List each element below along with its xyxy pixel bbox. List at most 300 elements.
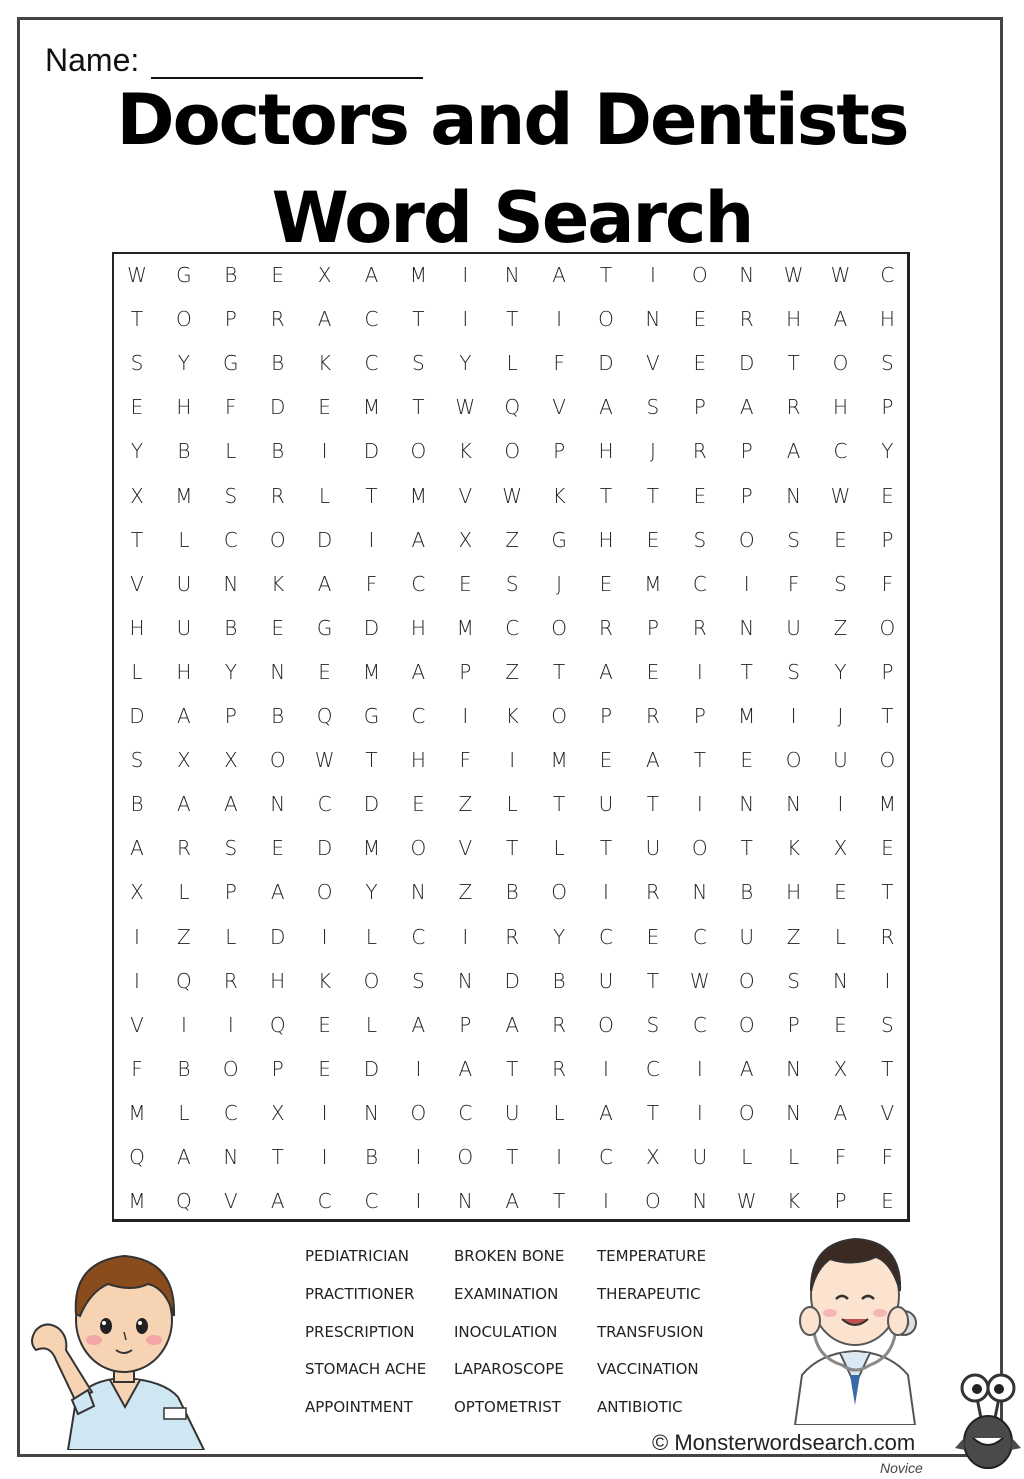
grid-letter[interactable]: M xyxy=(128,1189,146,1214)
grid-letter[interactable]: Q xyxy=(504,395,521,420)
grid-letter[interactable]: X xyxy=(223,748,238,773)
grid-letter[interactable]: S xyxy=(693,527,707,552)
grid-letter[interactable]: A xyxy=(270,1189,285,1214)
grid-letter[interactable]: Y xyxy=(552,924,566,949)
grid-letter[interactable]: I xyxy=(180,1012,187,1037)
grid-letter[interactable]: N xyxy=(364,1100,379,1125)
grid-letter[interactable]: M xyxy=(409,263,428,287)
grid-letter[interactable]: C xyxy=(692,1012,707,1037)
grid-letter[interactable]: C xyxy=(411,704,426,728)
grid-letter[interactable]: D xyxy=(269,924,286,949)
grid-letter[interactable]: E xyxy=(693,307,707,332)
grid-letter[interactable]: C xyxy=(317,792,332,817)
grid-letter[interactable]: L xyxy=(178,880,190,905)
grid-letter[interactable]: O xyxy=(410,1100,427,1125)
grid-letter[interactable]: O xyxy=(410,836,427,861)
grid-letter[interactable]: B xyxy=(364,1145,379,1169)
grid-letter[interactable]: T xyxy=(365,748,378,773)
grid-letter[interactable]: E xyxy=(834,880,847,905)
grid-letter[interactable]: I xyxy=(321,1100,328,1125)
grid-letter[interactable]: K xyxy=(271,571,285,596)
grid-letter[interactable]: H xyxy=(176,659,192,684)
grid-letter[interactable]: A xyxy=(130,836,144,861)
grid-letter[interactable]: F xyxy=(225,395,237,420)
grid-letter[interactable]: O xyxy=(879,748,896,773)
grid-letter[interactable]: E xyxy=(599,748,613,773)
grid-letter[interactable]: C xyxy=(645,1056,660,1081)
grid-letter[interactable]: N xyxy=(457,968,473,993)
grid-letter[interactable]: M xyxy=(644,571,662,596)
grid-letter[interactable]: B xyxy=(177,439,191,464)
grid-letter[interactable]: K xyxy=(552,483,566,508)
grid-letter[interactable]: G xyxy=(223,351,239,376)
grid-letter[interactable]: H xyxy=(410,615,426,640)
grid-letter[interactable]: M xyxy=(738,704,756,728)
grid-letter[interactable]: N xyxy=(457,1189,473,1214)
grid-letter[interactable]: K xyxy=(505,704,519,728)
grid-letter[interactable]: L xyxy=(834,924,847,949)
grid-letter[interactable]: K xyxy=(787,836,801,861)
grid-letter[interactable]: M xyxy=(456,615,474,640)
grid-letter[interactable]: Y xyxy=(224,659,237,684)
grid-letter[interactable]: E xyxy=(834,527,847,552)
grid-letter[interactable]: D xyxy=(504,968,520,993)
grid-letter[interactable]: A xyxy=(833,1100,848,1125)
grid-letter[interactable]: P xyxy=(693,395,706,420)
grid-letter[interactable]: A xyxy=(458,1056,473,1081)
grid-letter[interactable]: X xyxy=(458,527,473,552)
grid-letter[interactable]: Z xyxy=(786,924,801,949)
grid-letter[interactable]: C xyxy=(692,924,707,949)
grid-letter[interactable]: R xyxy=(270,483,285,508)
grid-letter[interactable]: H xyxy=(598,439,614,464)
grid-letter[interactable]: G xyxy=(363,704,380,728)
grid-letter[interactable]: X xyxy=(833,1056,848,1081)
grid-letter[interactable]: Z xyxy=(458,792,473,817)
grid-letter[interactable]: T xyxy=(646,968,659,993)
grid-letter[interactable]: E xyxy=(881,1189,894,1214)
grid-letter[interactable]: N xyxy=(739,615,755,640)
grid-letter[interactable]: N xyxy=(270,792,286,817)
grid-letter[interactable]: H xyxy=(786,880,802,905)
grid-letter[interactable]: C xyxy=(599,924,613,949)
grid-letter[interactable]: J xyxy=(556,571,563,596)
grid-letter[interactable]: O xyxy=(316,880,333,905)
grid-letter[interactable]: A xyxy=(646,748,660,773)
grid-letter[interactable]: T xyxy=(365,483,378,508)
grid-letter[interactable]: F xyxy=(459,748,472,773)
grid-letter[interactable]: Y xyxy=(365,880,378,905)
grid-letter[interactable]: L xyxy=(553,836,565,861)
grid-letter[interactable]: S xyxy=(412,968,425,993)
grid-letter[interactable]: A xyxy=(411,659,426,684)
grid-letter[interactable]: D xyxy=(598,351,614,376)
grid-letter[interactable]: I xyxy=(415,1056,422,1081)
grid-letter[interactable]: S xyxy=(787,968,800,993)
grid-letter[interactable]: M xyxy=(175,483,193,508)
grid-letter[interactable]: B xyxy=(224,615,238,640)
grid-letter[interactable]: O xyxy=(738,1100,755,1125)
grid-letter[interactable]: C xyxy=(364,351,379,376)
grid-letter[interactable]: R xyxy=(692,439,707,464)
grid-letter[interactable]: Y xyxy=(834,659,847,684)
grid-letter[interactable]: U xyxy=(176,615,192,640)
grid-letter[interactable]: G xyxy=(551,527,567,552)
grid-letter[interactable]: W xyxy=(689,968,710,993)
grid-letter[interactable]: A xyxy=(505,1012,520,1037)
grid-letter[interactable]: N xyxy=(739,792,755,817)
grid-letter[interactable]: N xyxy=(739,263,755,287)
grid-letter[interactable]: I xyxy=(321,1145,328,1169)
grid-letter[interactable]: B xyxy=(505,880,519,905)
grid-letter[interactable]: L xyxy=(741,1145,753,1169)
grid-letter[interactable]: Z xyxy=(833,615,848,640)
grid-letter[interactable]: F xyxy=(553,351,565,376)
grid-letter[interactable]: V xyxy=(458,483,473,508)
grid-letter[interactable]: A xyxy=(177,1145,191,1169)
grid-letter[interactable]: N xyxy=(504,263,520,287)
grid-letter[interactable]: H xyxy=(598,527,614,552)
grid-letter[interactable]: A xyxy=(411,527,426,552)
grid-letter[interactable]: Z xyxy=(505,527,520,552)
grid-letter[interactable]: R xyxy=(599,615,613,640)
grid-letter[interactable]: T xyxy=(599,483,613,508)
grid-letter[interactable]: S xyxy=(787,527,800,552)
grid-letter[interactable]: P xyxy=(881,659,894,684)
grid-letter[interactable]: I xyxy=(134,968,140,993)
grid-letter[interactable]: T xyxy=(599,263,613,287)
grid-letter[interactable]: Q xyxy=(176,1189,192,1214)
grid-letter[interactable]: E xyxy=(318,659,331,684)
grid-letter[interactable]: V xyxy=(130,1012,144,1037)
grid-letter[interactable]: E xyxy=(693,351,707,376)
grid-letter[interactable]: I xyxy=(696,1056,703,1081)
grid-letter[interactable]: T xyxy=(787,351,800,376)
grid-letter[interactable]: O xyxy=(785,748,802,773)
grid-letter[interactable]: L xyxy=(225,924,237,949)
grid-letter[interactable]: I xyxy=(603,880,609,905)
grid-letter[interactable]: V xyxy=(552,395,566,420)
grid-letter[interactable]: D xyxy=(363,792,380,817)
grid-letter[interactable]: A xyxy=(833,307,848,332)
grid-letter[interactable]: F xyxy=(881,1145,894,1169)
grid-letter[interactable]: P xyxy=(881,527,894,552)
grid-letter[interactable]: E xyxy=(458,571,472,596)
grid-letter[interactable]: U xyxy=(739,924,754,949)
grid-letter[interactable]: E xyxy=(881,483,894,508)
grid-letter[interactable]: L xyxy=(131,659,143,684)
grid-letter[interactable]: O xyxy=(269,748,286,773)
grid-letter[interactable]: X xyxy=(130,880,144,905)
grid-letter[interactable]: R xyxy=(270,307,285,332)
grid-letter[interactable]: O xyxy=(738,968,755,993)
grid-letter[interactable]: S xyxy=(130,351,144,376)
grid-letter[interactable]: W xyxy=(830,263,851,287)
grid-letter[interactable]: E xyxy=(740,748,753,773)
grid-letter[interactable]: O xyxy=(504,439,521,464)
grid-letter[interactable]: H xyxy=(786,307,802,332)
grid-letter[interactable]: R xyxy=(176,836,191,861)
name-blank-line[interactable] xyxy=(151,45,423,79)
grid-letter[interactable]: O xyxy=(691,836,708,861)
grid-letter[interactable]: Q xyxy=(269,1012,286,1037)
grid-letter[interactable]: O xyxy=(457,1145,474,1169)
grid-letter[interactable]: R xyxy=(505,924,520,949)
grid-letter[interactable]: I xyxy=(696,659,703,684)
grid-letter[interactable]: I xyxy=(556,1145,563,1169)
grid-letter[interactable]: C xyxy=(317,1189,332,1214)
grid-letter[interactable]: I xyxy=(134,924,140,949)
grid-letter[interactable]: F xyxy=(131,1056,143,1081)
grid-letter[interactable]: T xyxy=(506,1056,519,1081)
grid-letter[interactable]: Y xyxy=(130,439,144,464)
grid-letter[interactable]: X xyxy=(317,263,332,287)
grid-letter[interactable]: T xyxy=(412,395,425,420)
grid-letter[interactable]: R xyxy=(223,968,238,993)
grid-letter[interactable]: R xyxy=(786,395,801,420)
grid-letter[interactable]: T xyxy=(506,1145,519,1169)
grid-letter[interactable]: W xyxy=(455,395,476,420)
grid-letter[interactable]: I xyxy=(509,748,516,773)
grid-letter[interactable]: I xyxy=(696,1100,703,1125)
grid-letter[interactable]: E xyxy=(318,395,331,420)
grid-letter[interactable]: S xyxy=(881,351,894,376)
grid-letter[interactable]: S xyxy=(646,1012,660,1037)
grid-letter[interactable]: A xyxy=(552,263,566,287)
grid-letter[interactable]: O xyxy=(832,351,849,376)
grid-letter[interactable]: O xyxy=(551,880,567,905)
grid-letter[interactable]: C xyxy=(364,307,379,332)
grid-letter[interactable]: W xyxy=(830,483,851,508)
grid-letter[interactable]: A xyxy=(739,1056,754,1081)
grid-letter[interactable]: O xyxy=(598,307,614,332)
grid-letter[interactable]: M xyxy=(362,395,381,420)
grid-letter[interactable]: H xyxy=(270,968,286,993)
grid-letter[interactable]: T xyxy=(552,1189,566,1214)
grid-letter[interactable]: P xyxy=(459,1012,472,1037)
grid-letter[interactable]: K xyxy=(318,351,332,376)
grid-letter[interactable]: R xyxy=(880,924,895,949)
grid-letter[interactable]: L xyxy=(365,1012,378,1037)
grid-letter[interactable]: E xyxy=(881,836,894,861)
grid-letter[interactable]: E xyxy=(646,527,660,552)
grid-letter[interactable]: G xyxy=(176,263,192,287)
grid-letter[interactable]: L xyxy=(788,1145,800,1169)
grid-letter[interactable]: C xyxy=(505,615,520,640)
grid-letter[interactable]: T xyxy=(130,307,144,332)
grid-letter[interactable]: B xyxy=(177,1056,191,1081)
grid-letter[interactable]: T xyxy=(740,836,753,861)
grid-letter[interactable]: T xyxy=(693,748,706,773)
grid-letter[interactable]: T xyxy=(552,792,566,817)
grid-letter[interactable]: C xyxy=(599,1145,613,1169)
grid-letter[interactable]: Q xyxy=(129,1145,145,1169)
grid-letter[interactable]: I xyxy=(415,1189,422,1214)
grid-letter[interactable]: R xyxy=(645,880,660,905)
grid-letter[interactable]: U xyxy=(833,748,848,773)
grid-letter[interactable]: S xyxy=(646,395,660,420)
grid-letter[interactable]: T xyxy=(646,792,659,817)
grid-letter[interactable]: S xyxy=(412,351,425,376)
grid-letter[interactable]: C xyxy=(364,1189,379,1214)
grid-letter[interactable]: W xyxy=(783,263,804,287)
grid-letter[interactable]: W xyxy=(502,483,523,508)
grid-letter[interactable]: L xyxy=(319,483,331,508)
grid-letter[interactable]: E xyxy=(693,483,707,508)
grid-letter[interactable]: A xyxy=(505,1189,520,1214)
grid-letter[interactable]: M xyxy=(362,836,381,861)
grid-letter[interactable]: D xyxy=(316,836,333,861)
grid-letter[interactable]: E xyxy=(646,924,660,949)
grid-letter[interactable]: T xyxy=(881,1056,894,1081)
grid-letter[interactable]: D xyxy=(363,439,380,464)
grid-letter[interactable]: N xyxy=(223,1145,239,1169)
grid-letter[interactable]: O xyxy=(551,704,567,728)
grid-letter[interactable]: J xyxy=(649,439,656,464)
grid-letter[interactable]: S xyxy=(787,659,800,684)
grid-letter[interactable]: I xyxy=(415,1145,422,1169)
grid-letter[interactable]: Q xyxy=(316,704,333,728)
grid-letter[interactable]: F xyxy=(365,571,378,596)
grid-letter[interactable]: V xyxy=(223,1189,238,1214)
grid-letter[interactable]: L xyxy=(225,439,237,464)
grid-letter[interactable]: P xyxy=(834,1189,847,1214)
grid-letter[interactable]: N xyxy=(645,307,661,332)
grid-letter[interactable]: H xyxy=(176,395,192,420)
grid-letter[interactable]: L xyxy=(506,792,518,817)
grid-letter[interactable]: N xyxy=(786,483,802,508)
grid-letter[interactable]: K xyxy=(458,439,472,464)
grid-letter[interactable]: A xyxy=(599,395,613,420)
grid-letter[interactable]: T xyxy=(506,307,519,332)
grid-letter[interactable]: L xyxy=(506,351,518,376)
grid-letter[interactable]: O xyxy=(176,307,192,332)
grid-letter[interactable]: O xyxy=(269,527,286,552)
grid-letter[interactable]: A xyxy=(317,307,332,332)
grid-letter[interactable]: O xyxy=(222,1056,239,1081)
grid-letter[interactable]: B xyxy=(740,880,754,905)
grid-letter[interactable]: A xyxy=(270,880,285,905)
grid-letter[interactable]: M xyxy=(128,1100,146,1125)
grid-letter[interactable]: K xyxy=(787,1189,801,1214)
grid-letter[interactable]: D xyxy=(363,1056,380,1081)
grid-letter[interactable]: V xyxy=(458,836,473,861)
grid-letter[interactable]: G xyxy=(316,615,333,640)
grid-letter[interactable]: I xyxy=(556,307,563,332)
grid-letter[interactable]: T xyxy=(881,704,894,728)
grid-letter[interactable]: B xyxy=(271,704,285,728)
grid-letter[interactable]: S xyxy=(505,571,519,596)
grid-letter[interactable]: I xyxy=(462,924,469,949)
grid-letter[interactable]: N xyxy=(223,571,239,596)
grid-letter[interactable]: L xyxy=(365,924,378,949)
grid-letter[interactable]: F xyxy=(834,1145,847,1169)
grid-letter[interactable]: S xyxy=(834,571,847,596)
grid-letter[interactable]: I xyxy=(321,439,328,464)
grid-letter[interactable]: C xyxy=(833,439,848,464)
grid-letter[interactable]: Z xyxy=(458,880,473,905)
grid-letter[interactable]: T xyxy=(740,659,753,684)
grid-letter[interactable]: I xyxy=(790,704,797,728)
grid-letter[interactable]: K xyxy=(318,968,332,993)
grid-letter[interactable]: A xyxy=(411,1012,426,1037)
grid-letter[interactable]: L xyxy=(553,1100,565,1125)
grid-letter[interactable]: U xyxy=(786,615,801,640)
grid-letter[interactable]: P xyxy=(693,704,706,728)
grid-letter[interactable]: U xyxy=(504,1100,520,1125)
grid-letter[interactable]: X xyxy=(646,1145,660,1169)
grid-letter[interactable]: P xyxy=(224,704,237,728)
grid-letter[interactable]: I xyxy=(462,263,469,287)
grid-letter[interactable]: P xyxy=(599,704,613,728)
grid-letter[interactable]: T xyxy=(881,880,894,905)
grid-letter[interactable]: B xyxy=(552,968,566,993)
grid-letter[interactable]: T xyxy=(130,527,144,552)
grid-letter[interactable]: E xyxy=(599,571,613,596)
grid-letter[interactable]: E xyxy=(318,1012,331,1037)
grid-letter[interactable]: U xyxy=(692,1145,708,1169)
grid-letter[interactable]: Q xyxy=(176,968,192,993)
grid-letter[interactable]: O xyxy=(363,968,380,993)
grid-letter[interactable]: E xyxy=(646,659,660,684)
grid-letter[interactable]: D xyxy=(363,615,380,640)
grid-letter[interactable]: P xyxy=(740,439,753,464)
grid-letter[interactable]: E xyxy=(271,263,284,287)
grid-letter[interactable]: I xyxy=(368,527,375,552)
grid-letter[interactable]: V xyxy=(880,1100,895,1125)
grid-letter[interactable]: W xyxy=(127,263,147,287)
grid-letter[interactable]: O xyxy=(738,1012,755,1037)
grid-letter[interactable]: T xyxy=(646,1100,659,1125)
grid-letter[interactable]: T xyxy=(271,1145,284,1169)
grid-letter[interactable]: O xyxy=(551,615,567,640)
grid-letter[interactable]: P xyxy=(459,659,472,684)
grid-letter[interactable]: S xyxy=(224,483,238,508)
grid-letter[interactable]: I xyxy=(743,571,750,596)
grid-letter[interactable]: A xyxy=(739,395,754,420)
grid-letter[interactable]: B xyxy=(130,792,144,817)
grid-letter[interactable]: P xyxy=(271,1056,284,1081)
grid-letter[interactable]: A xyxy=(786,439,801,464)
grid-letter[interactable]: N xyxy=(410,880,426,905)
grid-letter[interactable]: N xyxy=(270,659,286,684)
grid-letter[interactable]: I xyxy=(603,1056,609,1081)
grid-letter[interactable]: A xyxy=(599,659,613,684)
grid-letter[interactable]: T xyxy=(599,836,613,861)
grid-letter[interactable]: P xyxy=(740,483,753,508)
grid-letter[interactable]: M xyxy=(878,792,897,817)
grid-letter[interactable]: I xyxy=(227,1012,234,1037)
grid-letter[interactable]: T xyxy=(646,483,659,508)
grid-letter[interactable]: Y xyxy=(881,439,894,464)
grid-letter[interactable]: U xyxy=(645,836,661,861)
grid-letter[interactable]: H xyxy=(879,307,895,332)
grid-letter[interactable]: N xyxy=(692,880,708,905)
grid-letter[interactable]: I xyxy=(321,924,328,949)
grid-letter[interactable]: T xyxy=(412,307,425,332)
grid-letter[interactable]: R xyxy=(645,704,660,728)
grid-letter[interactable]: S xyxy=(881,1012,894,1037)
grid-letter[interactable]: P xyxy=(881,395,894,420)
grid-letter[interactable]: I xyxy=(462,704,469,728)
grid-letter[interactable]: O xyxy=(691,263,708,287)
grid-letter[interactable]: N xyxy=(786,1056,802,1081)
grid-letter[interactable]: E xyxy=(318,1056,331,1081)
grid-letter[interactable]: E xyxy=(130,395,144,420)
grid-letter[interactable]: D xyxy=(316,527,333,552)
grid-letter[interactable]: F xyxy=(881,571,894,596)
grid-letter[interactable]: I xyxy=(649,263,656,287)
